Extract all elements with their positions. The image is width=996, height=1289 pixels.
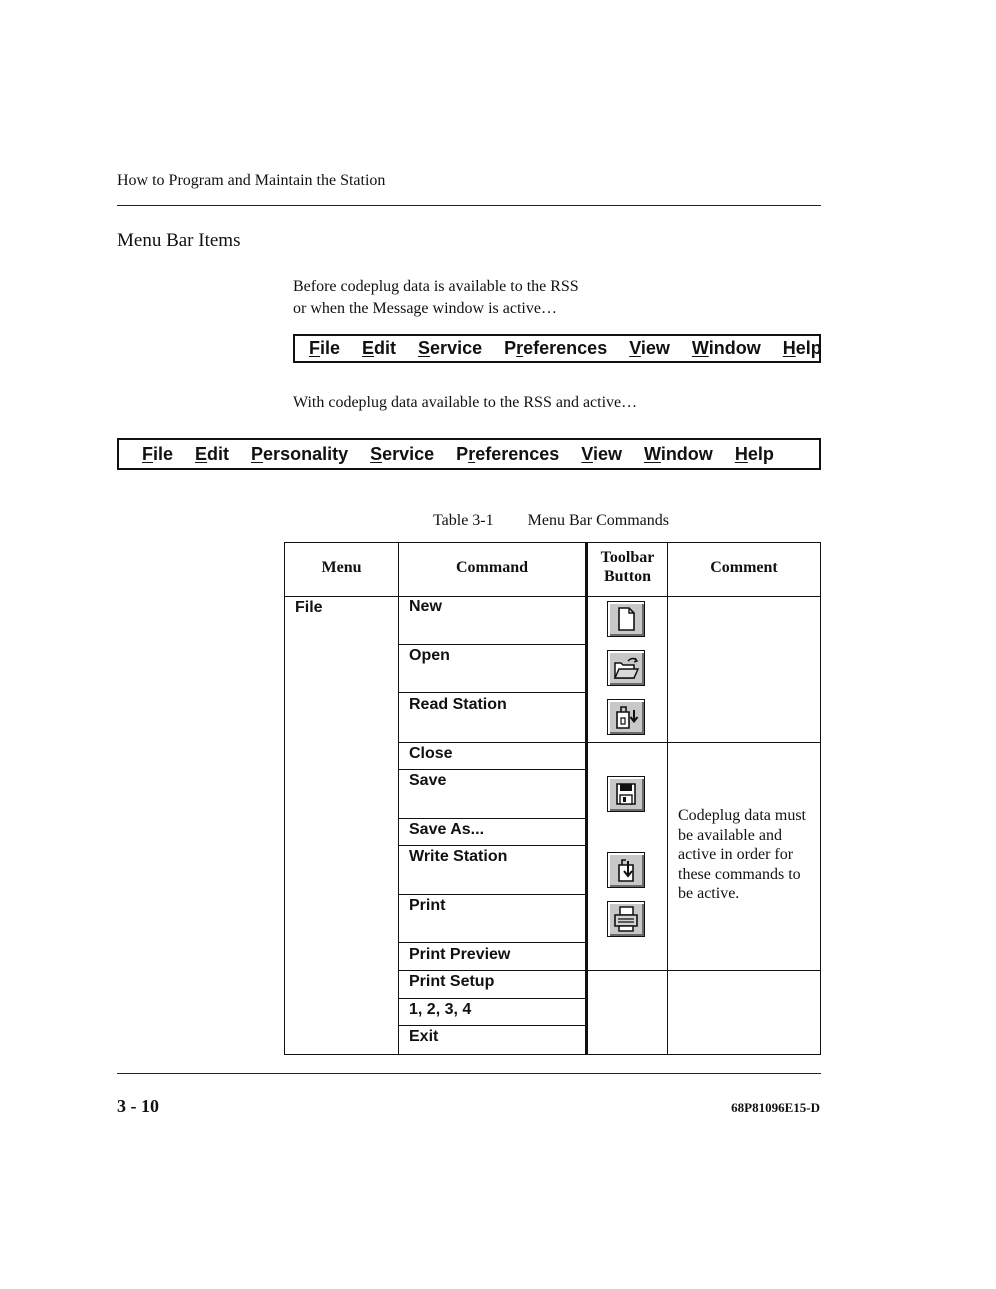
intro-paragraph <box>293 276 579 320</box>
menubar-inactive <box>293 334 821 363</box>
intro-line-2: or when the Message window is active… <box>293 300 557 317</box>
write-station-button <box>607 852 645 888</box>
menu-item-preferences[interactable]: Preferences <box>456 443 560 464</box>
row-divider <box>398 692 586 693</box>
intro-line-1: Before codeplug data is available to the RSS <box>293 278 579 295</box>
command-recent-files: 1, 2, 3, 4 <box>409 1001 472 1018</box>
command-write-station: Write Station <box>409 848 508 865</box>
command-exit: Exit <box>409 1028 439 1045</box>
menu-item-view[interactable]: View <box>629 338 670 358</box>
col-divider-thick <box>585 542 588 1055</box>
menu-item-personality[interactable]: Personality <box>251 443 349 464</box>
command-open: Open <box>409 647 450 664</box>
menu-file: File <box>295 599 323 616</box>
command-print: Print <box>409 897 446 914</box>
command-save-as: Save As... <box>409 821 485 838</box>
command-print-preview: Print Preview <box>409 946 511 963</box>
menu-commands-table <box>284 542 821 1055</box>
comment-cell: Codeplug data must be available and active in order for these commands to be active. <box>678 807 806 902</box>
menu-item-window[interactable]: Window <box>691 338 761 358</box>
table-caption <box>433 512 669 530</box>
write-station-icon <box>608 853 644 887</box>
row-divider <box>398 998 586 999</box>
new-file-icon <box>608 602 644 636</box>
row-divider <box>398 769 586 770</box>
save-disk-icon <box>608 777 644 811</box>
command-new: New <box>409 598 442 615</box>
header-comment: Comment <box>710 559 778 576</box>
header-toolbar-line1: Toolbar <box>600 549 655 566</box>
page-number: 3 - 10 <box>117 1096 159 1116</box>
row-divider <box>398 970 821 971</box>
menu-item-help[interactable]: Help <box>734 443 774 464</box>
menu-item-preferences[interactable]: Preferences <box>504 338 608 358</box>
menu-item-window[interactable]: Window <box>643 443 713 464</box>
header-command: Command <box>455 559 528 576</box>
col-divider <box>667 542 668 1055</box>
menu-item-file[interactable]: File <box>142 443 174 464</box>
print-icon <box>608 902 644 936</box>
row-divider <box>398 942 586 943</box>
read-station-icon <box>608 700 644 734</box>
row-divider <box>398 845 586 846</box>
command-save: Save <box>409 772 447 789</box>
section-title: Menu Bar Items <box>117 230 241 251</box>
menu-item-edit[interactable]: Edit <box>195 443 230 464</box>
row-divider <box>398 644 586 645</box>
running-header: How to Program and Maintain the Station <box>117 172 386 189</box>
header-toolbar-line2: Button <box>603 568 652 585</box>
menu-item-view[interactable]: View <box>581 443 622 464</box>
menu-item-edit[interactable]: Edit <box>362 338 397 358</box>
col-divider <box>398 542 399 1055</box>
table-title: Menu Bar Commands <box>527 512 669 529</box>
command-close: Close <box>409 745 453 762</box>
row-divider <box>398 818 586 819</box>
document-number: 68P81096E15-D <box>731 1100 820 1115</box>
menubar-active <box>117 438 821 470</box>
header-rule <box>117 205 821 206</box>
print-button <box>607 901 645 937</box>
table-number: Table 3-1 <box>433 512 494 529</box>
row-divider <box>398 742 821 743</box>
command-read-station: Read Station <box>409 696 507 713</box>
active-paragraph: With codeplug data available to the RSS and active… <box>293 394 638 411</box>
header-toolbar-button <box>588 548 667 586</box>
command-print-setup: Print Setup <box>409 973 495 990</box>
new-file-button <box>607 601 645 637</box>
header-divider <box>284 596 821 597</box>
menu-item-service[interactable]: Service <box>418 338 483 358</box>
open-button <box>607 650 645 686</box>
read-station-button <box>607 699 645 735</box>
open-folder-icon <box>608 651 644 685</box>
row-divider <box>398 894 586 895</box>
menu-item-help[interactable]: Help <box>782 338 822 358</box>
menu-item-file[interactable]: File <box>309 338 341 358</box>
save-button <box>607 776 645 812</box>
footer-rule <box>117 1073 821 1074</box>
header-menu: Menu <box>321 559 362 576</box>
menu-item-service[interactable]: Service <box>370 443 435 464</box>
row-divider <box>398 1025 586 1026</box>
